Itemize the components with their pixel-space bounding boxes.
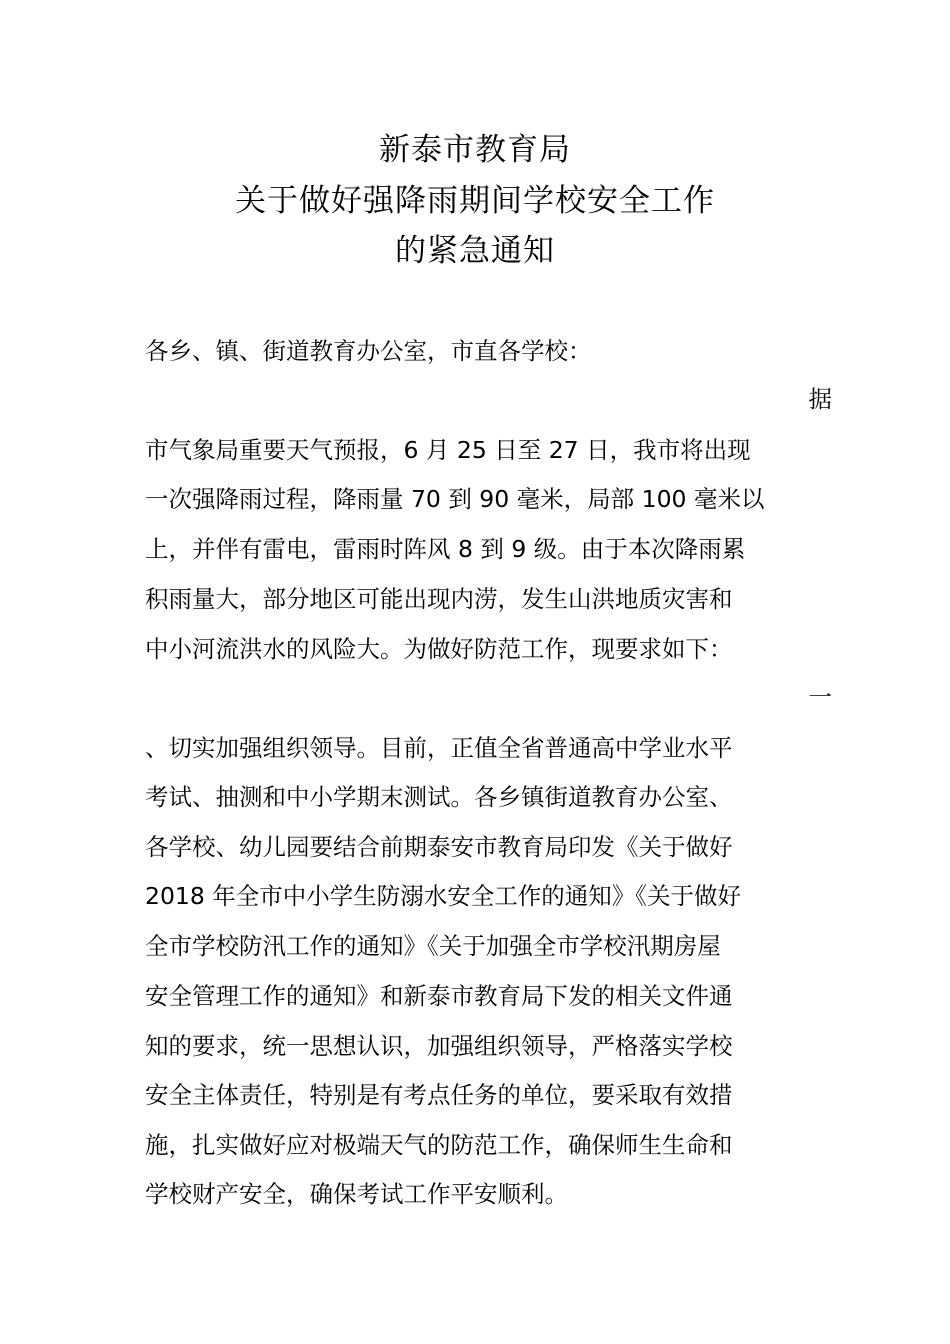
body-line: 考试、抽测和中小学期末测试。各乡镇街道教育办公室、 [145,783,733,811]
body-line: 市气象局重要天气预报，6 月 25 日至 27 日，我市将出现 [145,436,751,464]
body-line: 中小河流洪水的风险大。为做好防范工作，现要求如下： [145,635,733,663]
body-line: 一 [808,683,832,711]
document-title-line-3: 的紧急通知 [395,233,555,269]
document-title-line-1: 新泰市教育局 [379,132,571,168]
body-line: 据 [808,385,832,413]
body-line: 安全主体责任，特别是有考点任务的单位，要采取有效措 [145,1081,733,1109]
salutation: 各乡、镇、街道教育办公室，市直各学校： [145,337,592,365]
body-line: 学校财产安全，确保考试工作平安顺利。 [145,1180,568,1208]
body-line: 全市学校防汛工作的通知》《关于加强全市学校汛期房屋 [145,932,721,960]
document-title-line-2: 关于做好强降雨期间学校安全工作 [235,183,715,219]
body-line: 积雨量大，部分地区可能出现内涝，发生山洪地质灾害和 [145,585,733,613]
body-line: 一次强降雨过程，降雨量 70 到 90 毫米，局部 100 毫米以 [145,485,765,513]
body-line: 上，并伴有雷电，雷雨时阵风 8 到 9 级。由于本次降雨累 [145,535,746,563]
body-line: 施，扎实做好应对极端天气的防范工作，确保师生生命和 [145,1131,733,1159]
body-line: 2018 年全市中小学生防溺水安全工作的通知》《关于做好 [145,882,742,910]
body-line: 各学校、幼儿园要结合前期泰安市教育局印发《关于做好 [145,833,733,861]
body-line: 安全管理工作的通知》和新泰市教育局下发的相关文件通 [145,982,733,1010]
body-line: 知的要求，统一思想认识，加强组织领导，严格落实学校 [145,1032,733,1060]
body-line: 、切实加强组织领导。目前，正值全省普通高中学业水平 [145,734,733,762]
